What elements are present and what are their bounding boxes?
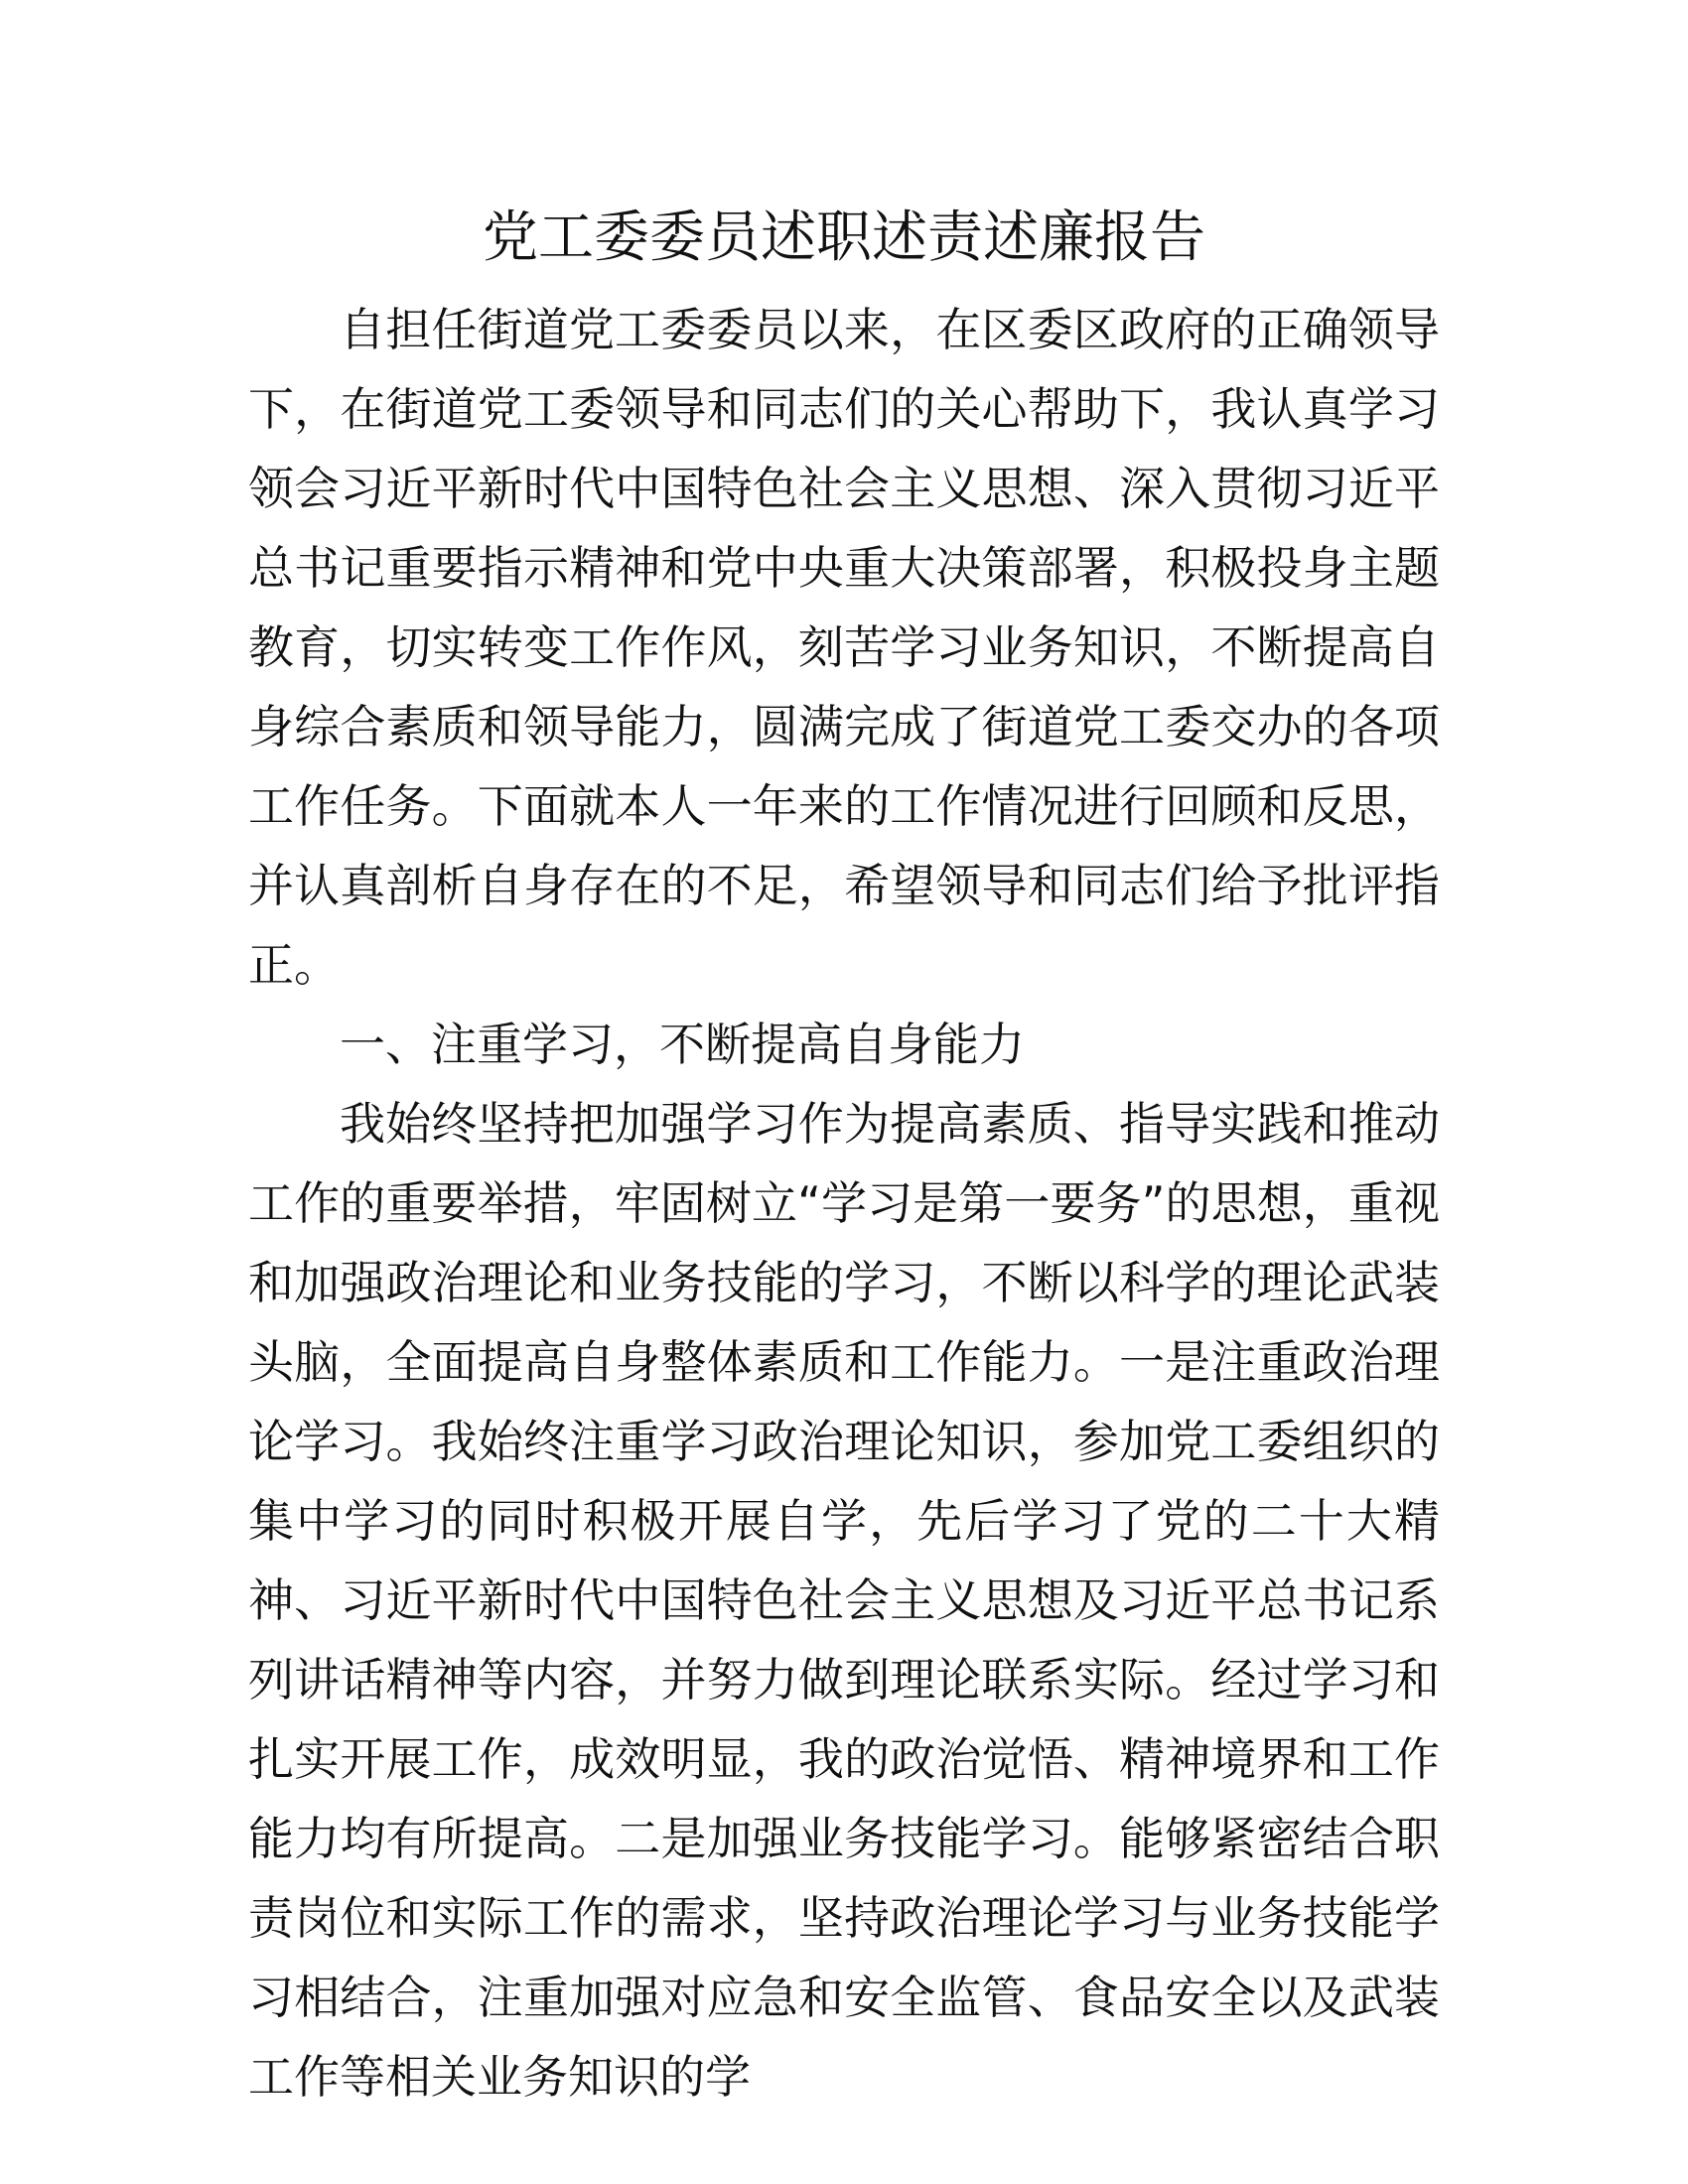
section-heading: 一、注重学习，不断提高自身能力 [340,1018,1025,1071]
section-paragraph: 我始终坚持把加强学习作为提高素质、指导实践和推动工作的重要举措，牢固树立“学习是第一要务”的思想，重视和加强政治理论和业务技能的学习，不断以科学的理论武装头脑，全面提高自身整体素质和工作能力。一是注重政治理论学习。我始终注重学习政治理论知识，参加党工委组织的集中学习的同时积极开展自学，先后学习了党的二十大精神、习近平新时代中国特色社会主义思想及习近平总书记系列讲话精神等内容，并努力做到理论联系实际。经过学习和扎实开展工作，成效明显，我的政治觉悟、精神境界和工作能力均有所提高。二是加强业务技能学习。能够紧密结合职责岗位和实际工作的需求，坚持政治理论学习与业务技能学习相结合，注重加强对应急和安全监管、食品安全以及武装工作等相关业务知识的学 [248,1097,1440,2104]
document-body [248,290,1440,2116]
intro-paragraph: 自担任街道党工委委员以来，在区委区政府的正确领导下，在街道党工委领导和同志们的关心帮助下，我认真学习领会习近平新时代中国特色社会主义思想、深入贯彻习近平总书记重要指示精神和党中央重大决策部署，积极投身主题教育，切实转变工作作风，刻苦学习业务知识，不断提高自身综合素质和领导能力，圆满完成了街道党工委交办的各项工作任务。下面就本人一年来的工作情况进行回顾和反思，并认真剖析自身存在的不足，希望领导和同志们给予批评指正。 [248,303,1440,992]
document-title: 党工委委员述职述责述廉报告 [483,205,1205,270]
